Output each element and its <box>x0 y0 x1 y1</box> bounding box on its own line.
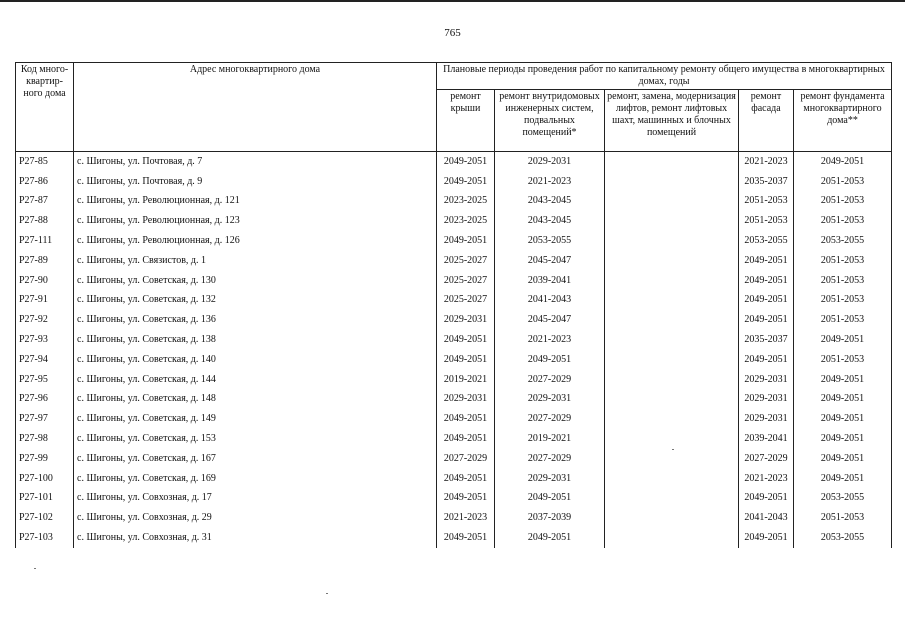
cell-lifts-repair <box>605 291 739 311</box>
cell-roof-repair: 2019-2021 <box>437 370 495 390</box>
cell-lifts-repair <box>605 152 739 172</box>
cell-code: Р27-94 <box>16 350 74 370</box>
cell-foundation-repair: 2049-2051 <box>794 370 892 390</box>
cell-foundation-repair: 2051-2053 <box>794 211 892 231</box>
cell-foundation-repair: 2051-2053 <box>794 251 892 271</box>
table-row <box>16 508 892 528</box>
cell-roof-repair: 2029-2031 <box>437 310 495 330</box>
cell-lifts-repair <box>605 370 739 390</box>
cell-code: Р27-97 <box>16 409 74 429</box>
cell-address: с. Шигоны, ул. Почтовая, д. 9 <box>74 172 437 192</box>
cell-roof-repair: 2029-2031 <box>437 390 495 410</box>
cell-code: Р27-92 <box>16 310 74 330</box>
cell-roof-repair: 2027-2029 <box>437 449 495 469</box>
cell-systems-repair: 2039-2041 <box>495 271 605 291</box>
cell-code: Р27-88 <box>16 211 74 231</box>
scan-speck <box>326 593 328 594</box>
table-row <box>16 251 892 271</box>
cell-foundation-repair: 2051-2053 <box>794 508 892 528</box>
cell-lifts-repair <box>605 508 739 528</box>
capital-repair-schedule-table <box>15 62 892 548</box>
cell-code: Р27-86 <box>16 172 74 192</box>
cell-systems-repair: 2021-2023 <box>495 172 605 192</box>
cell-facade-repair: 2035-2037 <box>739 330 794 350</box>
cell-facade-repair: 2051-2053 <box>739 192 794 212</box>
cell-code: Р27-99 <box>16 449 74 469</box>
cell-foundation-repair: 2051-2053 <box>794 172 892 192</box>
cell-roof-repair: 2049-2051 <box>437 231 495 251</box>
cell-lifts-repair <box>605 211 739 231</box>
header-roof-repair: ремонт крыши <box>437 90 495 152</box>
table-row <box>16 231 892 251</box>
cell-facade-repair: 2021-2023 <box>739 152 794 172</box>
cell-lifts-repair <box>605 489 739 509</box>
cell-roof-repair: 2049-2051 <box>437 528 495 548</box>
cell-foundation-repair: 2051-2053 <box>794 192 892 212</box>
table-row <box>16 350 892 370</box>
cell-address: с. Шигоны, ул. Совхозная, д. 31 <box>74 528 437 548</box>
cell-lifts-repair <box>605 409 739 429</box>
cell-foundation-repair: 2053-2055 <box>794 489 892 509</box>
cell-code: Р27-98 <box>16 429 74 449</box>
cell-systems-repair: 2029-2031 <box>495 152 605 172</box>
cell-address: с. Шигоны, ул. Советская, д. 144 <box>74 370 437 390</box>
cell-roof-repair: 2025-2027 <box>437 291 495 311</box>
cell-foundation-repair: 2049-2051 <box>794 429 892 449</box>
cell-address: с. Шигоны, ул. Советская, д. 169 <box>74 469 437 489</box>
cell-roof-repair: 2049-2051 <box>437 489 495 509</box>
cell-systems-repair: 2045-2047 <box>495 310 605 330</box>
cell-systems-repair: 2041-2043 <box>495 291 605 311</box>
cell-lifts-repair <box>605 390 739 410</box>
cell-systems-repair: 2021-2023 <box>495 330 605 350</box>
table-row <box>16 489 892 509</box>
table-row <box>16 211 892 231</box>
cell-roof-repair: 2025-2027 <box>437 251 495 271</box>
table-row <box>16 330 892 350</box>
cell-facade-repair: 2053-2055 <box>739 231 794 251</box>
cell-foundation-repair: 2049-2051 <box>794 409 892 429</box>
cell-address: с. Шигоны, ул. Советская, д. 132 <box>74 291 437 311</box>
cell-foundation-repair: 2049-2051 <box>794 330 892 350</box>
cell-foundation-repair: 2053-2055 <box>794 231 892 251</box>
cell-code: Р27-87 <box>16 192 74 212</box>
cell-roof-repair: 2049-2051 <box>437 152 495 172</box>
table-row <box>16 152 892 172</box>
cell-systems-repair: 2027-2029 <box>495 370 605 390</box>
cell-address: с. Шигоны, ул. Связистов, д. 1 <box>74 251 437 271</box>
cell-foundation-repair: 2049-2051 <box>794 152 892 172</box>
cell-roof-repair: 2049-2051 <box>437 429 495 449</box>
cell-code: Р27-95 <box>16 370 74 390</box>
table-row <box>16 271 892 291</box>
cell-systems-repair: 2027-2029 <box>495 409 605 429</box>
cell-systems-repair: 2019-2021 <box>495 429 605 449</box>
cell-roof-repair: 2049-2051 <box>437 469 495 489</box>
cell-code: Р27-89 <box>16 251 74 271</box>
cell-foundation-repair: 2053-2055 <box>794 528 892 548</box>
cell-address: с. Шигоны, ул. Советская, д. 153 <box>74 429 437 449</box>
cell-facade-repair: 2049-2051 <box>739 528 794 548</box>
cell-systems-repair: 2029-2031 <box>495 469 605 489</box>
table-row <box>16 528 892 548</box>
cell-systems-repair: 2029-2031 <box>495 390 605 410</box>
table-row <box>16 409 892 429</box>
table-row <box>16 310 892 330</box>
cell-lifts-repair <box>605 350 739 370</box>
cell-address: с. Шигоны, ул. Революционная, д. 121 <box>74 192 437 212</box>
cell-address: с. Шигоны, ул. Совхозная, д. 29 <box>74 508 437 528</box>
cell-address: с. Шигоны, ул. Революционная, д. 126 <box>74 231 437 251</box>
cell-code: Р27-103 <box>16 528 74 548</box>
header-foundation-repair: ремонт фундамента многоквартирного дома** <box>794 90 892 152</box>
cell-facade-repair: 2029-2031 <box>739 409 794 429</box>
scan-speck <box>672 449 674 450</box>
cell-lifts-repair <box>605 469 739 489</box>
cell-systems-repair: 2027-2029 <box>495 449 605 469</box>
cell-code: Р27-93 <box>16 330 74 350</box>
cell-systems-repair: 2049-2051 <box>495 350 605 370</box>
cell-foundation-repair: 2051-2053 <box>794 350 892 370</box>
cell-facade-repair: 2049-2051 <box>739 271 794 291</box>
header-code: Код много- квартир- ного дома <box>16 63 74 152</box>
cell-systems-repair: 2043-2045 <box>495 211 605 231</box>
cell-code: Р27-102 <box>16 508 74 528</box>
table-row <box>16 390 892 410</box>
cell-address: с. Шигоны, ул. Почтовая, д. 7 <box>74 152 437 172</box>
table-row <box>16 291 892 311</box>
cell-facade-repair: 2049-2051 <box>739 350 794 370</box>
cell-foundation-repair: 2051-2053 <box>794 310 892 330</box>
header-lifts-repair: ремонт, замена, модернизация лифтов, ремонт лифтовых шахт, машинных и блочных помещений <box>605 90 739 152</box>
cell-code: Р27-96 <box>16 390 74 410</box>
cell-facade-repair: 2051-2053 <box>739 211 794 231</box>
cell-roof-repair: 2023-2025 <box>437 211 495 231</box>
cell-lifts-repair <box>605 251 739 271</box>
cell-facade-repair: 2029-2031 <box>739 390 794 410</box>
cell-lifts-repair <box>605 271 739 291</box>
cell-facade-repair: 2049-2051 <box>739 310 794 330</box>
cell-lifts-repair <box>605 528 739 548</box>
cell-foundation-repair: 2049-2051 <box>794 449 892 469</box>
cell-facade-repair: 2049-2051 <box>739 489 794 509</box>
cell-facade-repair: 2039-2041 <box>739 429 794 449</box>
page-number: 765 <box>444 27 461 39</box>
cell-facade-repair: 2049-2051 <box>739 291 794 311</box>
table-row <box>16 449 892 469</box>
cell-roof-repair: 2049-2051 <box>437 350 495 370</box>
cell-foundation-repair: 2049-2051 <box>794 390 892 410</box>
header-systems-repair: ремонт внутридомовых инженерных систем, подвальных помещений* <box>495 90 605 152</box>
cell-facade-repair: 2021-2023 <box>739 469 794 489</box>
cell-address: с. Шигоны, ул. Советская, д. 167 <box>74 449 437 469</box>
cell-lifts-repair <box>605 310 739 330</box>
cell-address: с. Шигоны, ул. Советская, д. 140 <box>74 350 437 370</box>
cell-code: Р27-111 <box>16 231 74 251</box>
cell-lifts-repair <box>605 330 739 350</box>
cell-roof-repair: 2049-2051 <box>437 172 495 192</box>
cell-address: с. Шигоны, ул. Советская, д. 130 <box>74 271 437 291</box>
cell-roof-repair: 2049-2051 <box>437 409 495 429</box>
cell-code: Р27-85 <box>16 152 74 172</box>
cell-systems-repair: 2043-2045 <box>495 192 605 212</box>
table-row <box>16 192 892 212</box>
cell-address: с. Шигоны, ул. Революционная, д. 123 <box>74 211 437 231</box>
cell-systems-repair: 2049-2051 <box>495 528 605 548</box>
cell-facade-repair: 2029-2031 <box>739 370 794 390</box>
cell-code: Р27-100 <box>16 469 74 489</box>
scan-speck <box>34 568 36 569</box>
cell-lifts-repair <box>605 231 739 251</box>
cell-lifts-repair <box>605 172 739 192</box>
cell-address: с. Шигоны, ул. Совхозная, д. 17 <box>74 489 437 509</box>
cell-address: с. Шигоны, ул. Советская, д. 149 <box>74 409 437 429</box>
header-facade-repair: ремонт фасада <box>739 90 794 152</box>
header-address: Адрес многоквартирного дома <box>74 63 437 152</box>
cell-address: с. Шигоны, ул. Советская, д. 136 <box>74 310 437 330</box>
cell-roof-repair: 2021-2023 <box>437 508 495 528</box>
cell-facade-repair: 2041-2043 <box>739 508 794 528</box>
cell-roof-repair: 2023-2025 <box>437 192 495 212</box>
cell-address: с. Шигоны, ул. Советская, д. 138 <box>74 330 437 350</box>
cell-address: с. Шигоны, ул. Советская, д. 148 <box>74 390 437 410</box>
table-row <box>16 469 892 489</box>
cell-facade-repair: 2049-2051 <box>739 251 794 271</box>
cell-lifts-repair <box>605 449 739 469</box>
table-row <box>16 370 892 390</box>
cell-lifts-repair <box>605 429 739 449</box>
cell-facade-repair: 2027-2029 <box>739 449 794 469</box>
cell-systems-repair: 2045-2047 <box>495 251 605 271</box>
table-row <box>16 429 892 449</box>
cell-code: Р27-91 <box>16 291 74 311</box>
cell-code: Р27-101 <box>16 489 74 509</box>
cell-systems-repair: 2053-2055 <box>495 231 605 251</box>
cell-foundation-repair: 2051-2053 <box>794 291 892 311</box>
cell-code: Р27-90 <box>16 271 74 291</box>
cell-systems-repair: 2037-2039 <box>495 508 605 528</box>
header-periods: Плановые периоды проведения работ по капитальному ремонту общего имущества в многоквартирных домах, годы <box>437 63 892 90</box>
table-row <box>16 172 892 192</box>
cell-roof-repair: 2049-2051 <box>437 330 495 350</box>
cell-roof-repair: 2025-2027 <box>437 271 495 291</box>
cell-foundation-repair: 2049-2051 <box>794 469 892 489</box>
cell-lifts-repair <box>605 192 739 212</box>
cell-foundation-repair: 2051-2053 <box>794 271 892 291</box>
cell-facade-repair: 2035-2037 <box>739 172 794 192</box>
scan-top-edge <box>0 0 905 6</box>
cell-systems-repair: 2049-2051 <box>495 489 605 509</box>
